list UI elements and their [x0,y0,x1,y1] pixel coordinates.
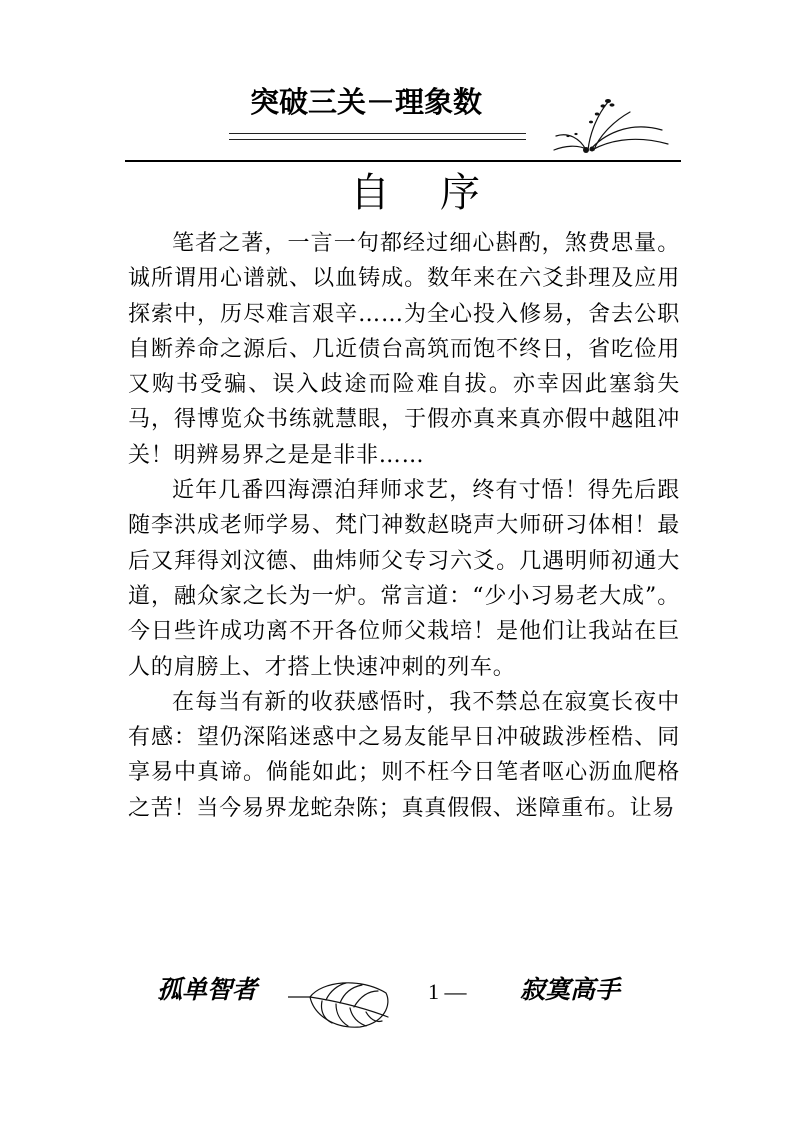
section-title: 自序 [350,170,530,216]
footer-right-label: 寂寞高手 [520,975,621,1004]
header-title: 突破三关－理象数 [250,85,483,119]
body-text [128,226,680,826]
paragraph: 在每当有新的收获感悟时，我不禁总在寂寞长夜中有感：望仍深陷迷惑中之易友能早日冲破跋涉桎梏、同享易中真谛。倘能如此；则不枉今日笔者呕心沥血爬格之苦！当今易界龙蛇杂陈；真真假假、迷障重布。让易 [128,689,680,821]
page-number: 1 — [428,979,467,1004]
paragraph: 笔者之著，一言一句都经过细心斟酌，煞费思量。诚所谓用心谱就、以血铸成。数年来在六爻卦理及应用探索中，历尽难言艰辛……为全心投入修易，舍去公职自断养命之源后、几近债台高筑而饱不终日，省吃俭用又购书受骗、误入歧途而险难自拔。亦幸因此塞翁失马，得博览众书练就慧眼，于假亦真来真亦假中越阻冲关！明辨易界之是是非非…… [128,231,680,468]
paragraph: 近年几番四海漂泊拜师求艺，终有寸悟！得先后跟随李洪成老师学易、梵门神数赵晓声大师研习体相！最后又拜得刘汶德、曲炜师父专习六爻。几遇明师初通大道，融众家之长为一炉。常言道：“少小习易老大成”。今日些许成功离不开各位师父栽培！是他们让我站在巨人的肩膀上、才搭上快速冲刺的列车。 [128,478,680,680]
leaf-illustration [288,975,393,1030]
header-rule [125,160,681,162]
footer-left-label: 孤单智者 [157,975,258,1004]
orchid-illustration [550,92,670,154]
header-double-rule [229,133,526,140]
